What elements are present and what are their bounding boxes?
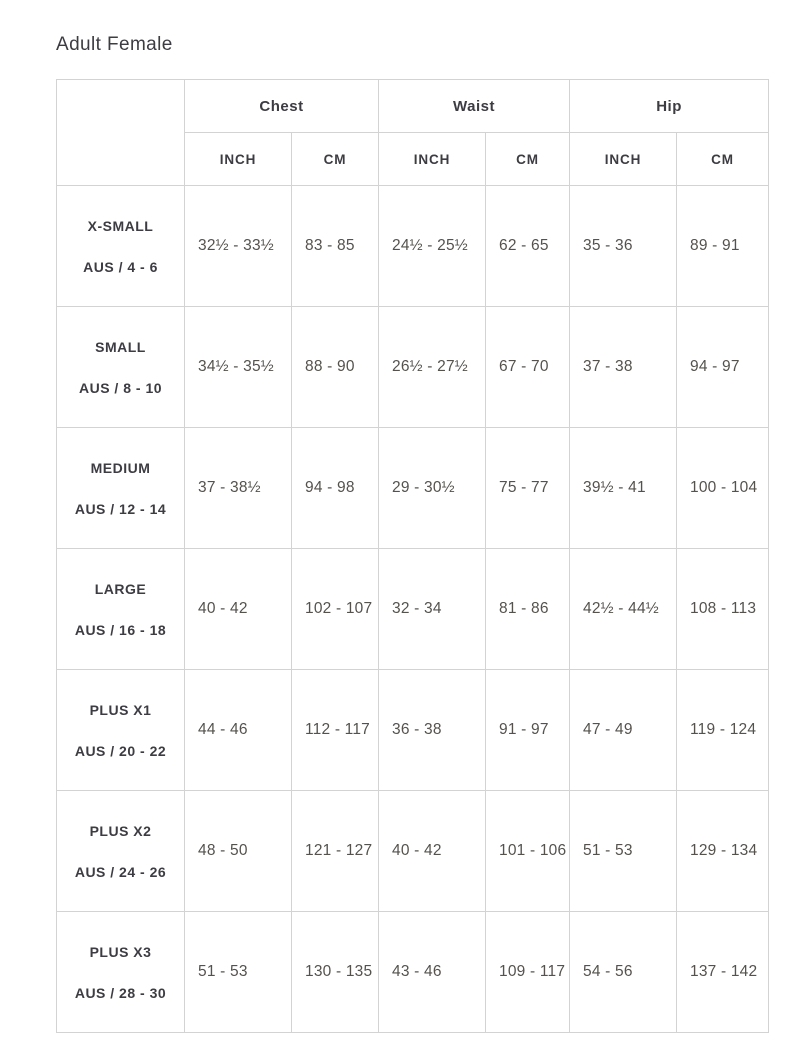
waist-cm-value: 67 - 70: [486, 307, 570, 428]
size-chart-body: [57, 186, 769, 1033]
hip-inch-value: 54 - 56: [570, 912, 677, 1033]
chest-inch-value: 37 - 38½: [185, 428, 292, 549]
aus-size-label: AUS / 28 - 30: [74, 984, 167, 1001]
chest-cm-value: 88 - 90: [292, 307, 379, 428]
chest-cm-value: 130 - 135: [292, 912, 379, 1033]
waist-cm-value: 101 - 106: [486, 791, 570, 912]
hip-cm-value: 129 - 134: [677, 791, 769, 912]
unit-header-chest-inch: INCH: [185, 133, 292, 186]
chest-inch-value: 32½ - 33½: [185, 186, 292, 307]
waist-cm-value: 91 - 97: [486, 670, 570, 791]
chest-inch-value: 34½ - 35½: [185, 307, 292, 428]
unit-header-hip-inch: INCH: [570, 133, 677, 186]
aus-size-label: AUS / 16 - 18: [74, 621, 167, 638]
table-row: [57, 186, 769, 307]
chest-cm-value: 83 - 85: [292, 186, 379, 307]
waist-inch-value: 40 - 42: [379, 791, 486, 912]
waist-inch-value: 36 - 38: [379, 670, 486, 791]
hip-cm-value: 89 - 91: [677, 186, 769, 307]
size-header-cell: [57, 186, 185, 307]
aus-size-label: AUS / 20 - 22: [74, 742, 167, 759]
chest-cm-value: 102 - 107: [292, 549, 379, 670]
unit-header-chest-cm: CM: [292, 133, 379, 186]
size-label: X-SMALL: [87, 217, 154, 234]
waist-cm-value: 62 - 65: [486, 186, 570, 307]
unit-header-hip-cm: CM: [677, 133, 769, 186]
size-label: PLUS X3: [89, 943, 152, 960]
waist-inch-value: 43 - 46: [379, 912, 486, 1033]
chest-cm-value: 94 - 98: [292, 428, 379, 549]
hip-inch-value: 35 - 36: [570, 186, 677, 307]
column-group-chest: Chest: [185, 80, 379, 133]
size-label: SMALL: [95, 338, 146, 355]
aus-size-label: AUS / 8 - 10: [78, 379, 163, 396]
aus-size-label: AUS / 4 - 6: [83, 258, 158, 275]
size-label: MEDIUM: [90, 459, 151, 476]
waist-inch-value: 29 - 30½: [379, 428, 486, 549]
group-header-row: [57, 80, 769, 133]
waist-inch-value: 32 - 34: [379, 549, 486, 670]
hip-cm-value: 119 - 124: [677, 670, 769, 791]
table-row: [57, 549, 769, 670]
waist-cm-value: 81 - 86: [486, 549, 570, 670]
hip-cm-value: 108 - 113: [677, 549, 769, 670]
size-label: PLUS X2: [89, 822, 152, 839]
unit-header-waist-cm: CM: [486, 133, 570, 186]
hip-inch-value: 39½ - 41: [570, 428, 677, 549]
size-header-cell: [57, 428, 185, 549]
waist-inch-value: 24½ - 25½: [379, 186, 486, 307]
hip-cm-value: 94 - 97: [677, 307, 769, 428]
waist-cm-value: 109 - 117: [486, 912, 570, 1033]
chest-inch-value: 44 - 46: [185, 670, 292, 791]
aus-size-label: AUS / 24 - 26: [74, 863, 167, 880]
size-label: PLUS X1: [89, 701, 152, 718]
hip-inch-value: 51 - 53: [570, 791, 677, 912]
chest-cm-value: 121 - 127: [292, 791, 379, 912]
hip-cm-value: 100 - 104: [677, 428, 769, 549]
table-row: [57, 791, 769, 912]
aus-size-label: AUS / 12 - 14: [74, 500, 167, 517]
size-header-cell: [57, 307, 185, 428]
size-chart-table: [56, 79, 769, 1033]
chest-inch-value: 51 - 53: [185, 912, 292, 1033]
table-row: [57, 670, 769, 791]
size-header-cell: [57, 670, 185, 791]
chest-inch-value: 48 - 50: [185, 791, 292, 912]
size-header-cell: [57, 549, 185, 670]
waist-inch-value: 26½ - 27½: [379, 307, 486, 428]
size-header-cell: [57, 912, 185, 1033]
waist-cm-value: 75 - 77: [486, 428, 570, 549]
table-row: [57, 912, 769, 1033]
table-row: [57, 428, 769, 549]
corner-cell: [57, 80, 185, 186]
unit-header-waist-inch: INCH: [379, 133, 486, 186]
hip-inch-value: 37 - 38: [570, 307, 677, 428]
column-group-hip: Hip: [570, 80, 769, 133]
chest-inch-value: 40 - 42: [185, 549, 292, 670]
page-title: Adult Female: [56, 34, 173, 55]
size-header-cell: [57, 791, 185, 912]
hip-inch-value: 42½ - 44½: [570, 549, 677, 670]
chest-cm-value: 112 - 117: [292, 670, 379, 791]
size-label: LARGE: [94, 580, 147, 597]
table-row: [57, 307, 769, 428]
hip-inch-value: 47 - 49: [570, 670, 677, 791]
hip-cm-value: 137 - 142: [677, 912, 769, 1033]
column-group-waist: Waist: [379, 80, 570, 133]
